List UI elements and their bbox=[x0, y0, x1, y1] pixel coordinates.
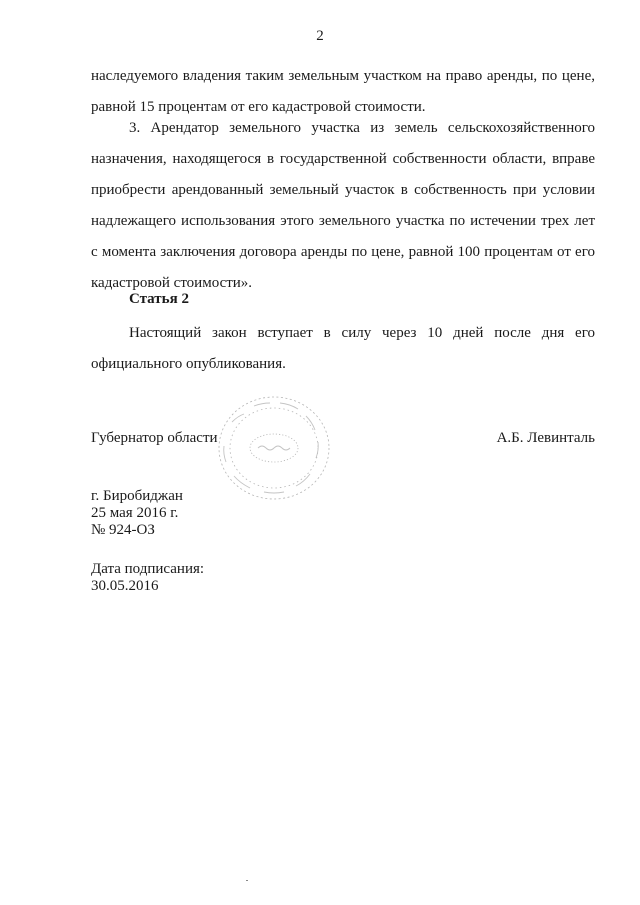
article-2-heading: Статья 2 bbox=[129, 291, 189, 307]
paragraph-2-line: кадастровой стоимости». bbox=[91, 275, 253, 291]
paragraph-2-line: назначения, находящегося в государственной собственности области, вправе bbox=[91, 151, 595, 167]
signing-date-label: Дата подписания: bbox=[91, 561, 205, 577]
page-number: 2 bbox=[316, 28, 324, 44]
law-number: № 924-ОЗ bbox=[91, 522, 155, 538]
paragraph-2-line: надлежащего использования этого земельного участка по истечении трех лет bbox=[91, 213, 595, 229]
article-2-text bbox=[91, 318, 595, 380]
scan-speck bbox=[246, 880, 248, 881]
place-of-adoption: г. Биробиджан bbox=[91, 488, 183, 504]
article-2-line: официального опубликования. bbox=[91, 356, 286, 372]
paragraph-2 bbox=[91, 113, 595, 299]
article-2-line: Настоящий закон вступает в силу через 10 дней после дня его bbox=[129, 325, 595, 341]
paragraph-2-line: приобрести арендованный земельный участок в собственность при условии bbox=[91, 182, 595, 198]
signatory-title: Губернатор области bbox=[91, 430, 218, 446]
paragraph-2-line: 3. Арендатор земельного участка из земель сельскохозяйственного bbox=[129, 120, 595, 136]
signatory-name: А.Б. Левинталь bbox=[496, 430, 595, 446]
paragraph-1-line: равной 15 процентам от его кадастровой стоимости. bbox=[91, 99, 426, 115]
adoption-date: 25 мая 2016 г. bbox=[91, 505, 179, 521]
signing-date: 30.05.2016 bbox=[91, 578, 159, 594]
stamp-seal-icon bbox=[214, 392, 334, 504]
paragraph-1-line: наследуемого владения таким земельным участком на право аренды, по цене, bbox=[91, 68, 595, 84]
paragraph-2-line: с момента заключения договора аренды по цене, равной 100 процентам от его bbox=[91, 244, 595, 260]
